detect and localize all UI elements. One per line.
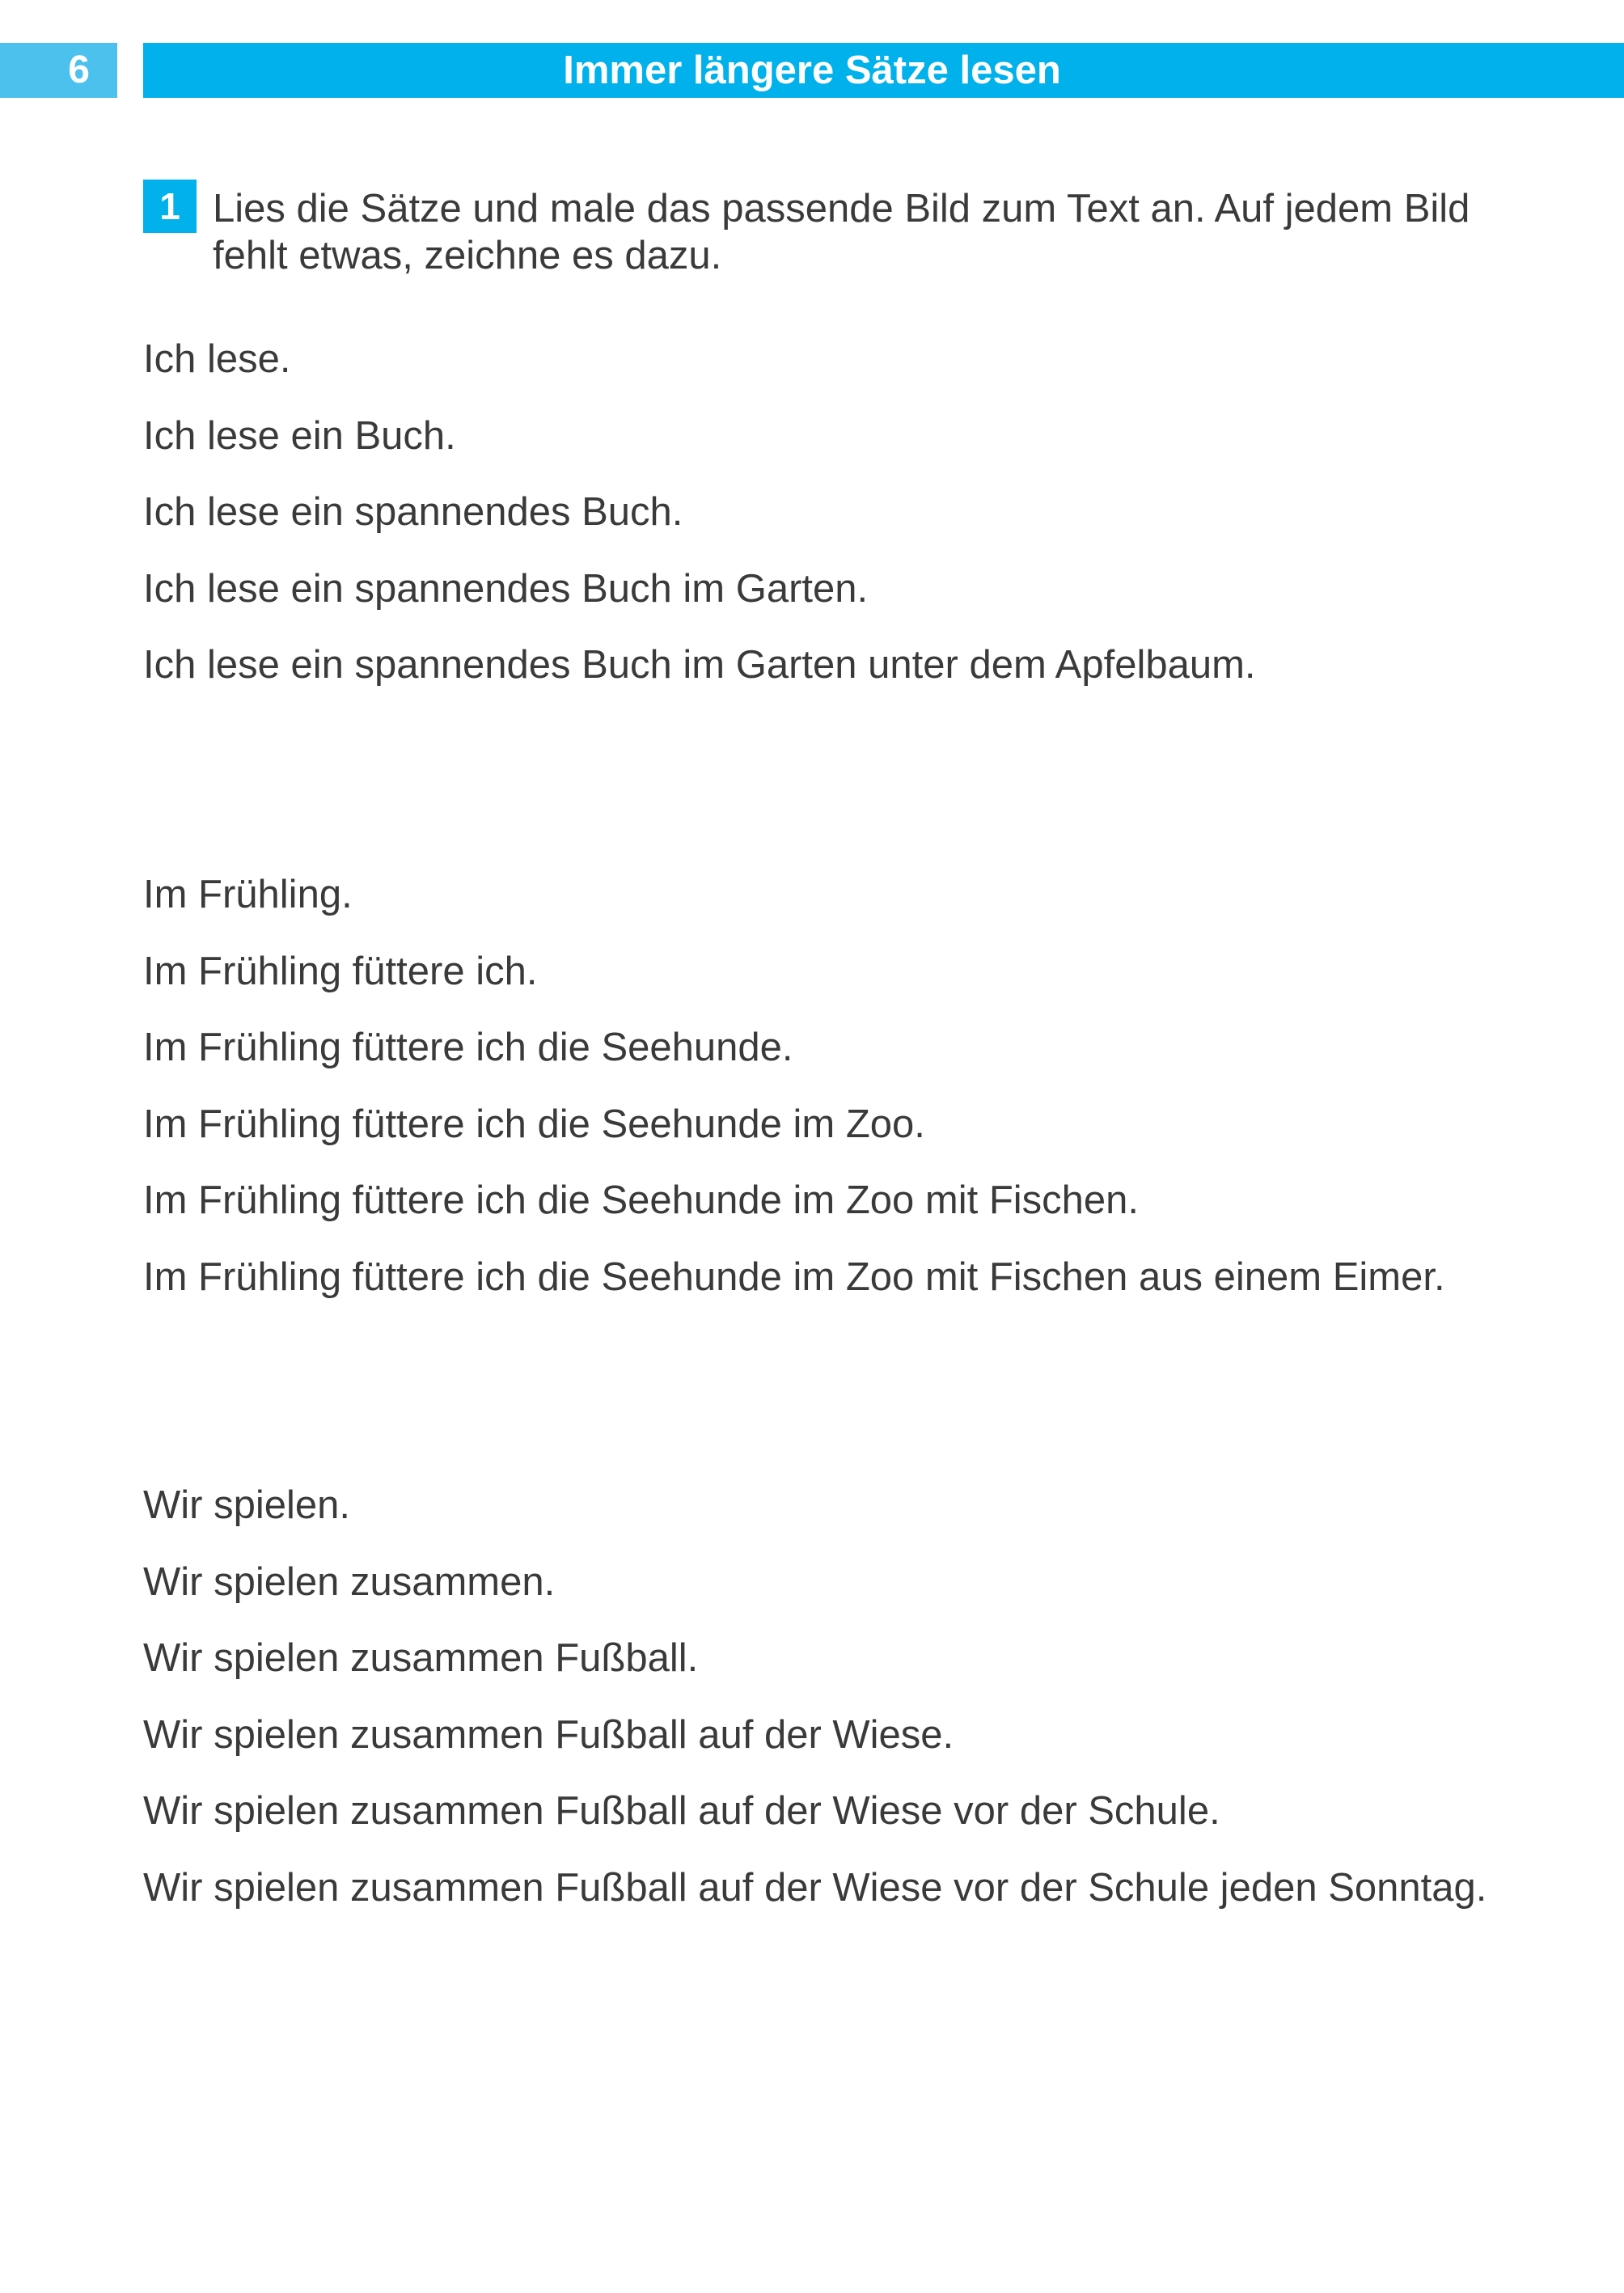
sentence-line: Wir spielen. (143, 1483, 350, 1527)
sentence-line: Im Frühling füttere ich die Seehunde im Zoo mit Fischen. (143, 1178, 1140, 1222)
sentence-line: Ich lese ein spannendes Buch im Garten. (143, 566, 869, 611)
sentence-line: Im Frühling füttere ich die Seehunde. (143, 1026, 793, 1069)
sentence-group-football (143, 1467, 1599, 1926)
sentence-line: Im Frühling füttere ich die Seehunde im Zoo. (143, 1102, 925, 1146)
sentence-line: Wir spielen zusammen Fußball. (143, 1636, 699, 1680)
sentence-line: Ich lese ein Buch. (143, 413, 456, 458)
page-number: 6 (68, 49, 90, 91)
instruction-line: Lies die Sätze und male das passende Bild zum Text an. Auf jedem Bild (213, 187, 1470, 231)
page-title: Immer längere Sätze lesen (563, 49, 1061, 92)
sentence-line: Ich lese ein spannendes Buch. (143, 490, 683, 534)
sentence-line: Ich lese ein spannendes Buch im Garten unter dem Apfelbaum. (143, 643, 1256, 687)
sentence-group-spring (143, 857, 1599, 1315)
sentence-line: Im Frühling füttere ich die Seehunde im Zoo mit Fischen aus einem Eimer. (143, 1254, 1445, 1299)
sentence-line: Wir spielen zusammen Fußball auf der Wiese. (143, 1712, 954, 1757)
sentence-line: Im Frühling. (143, 873, 353, 916)
instruction-line: fehlt etwas, zeichne es dazu. (213, 234, 722, 277)
sentence-line: Wir spielen zusammen Fußball auf der Wiese vor der Schule jeden Sonntag. (143, 1865, 1487, 1910)
sentence-line: Wir spielen zusammen. (143, 1559, 556, 1604)
sentence-line: Im Frühling füttere ich. (143, 949, 538, 993)
task-number-badge: 1 (143, 180, 197, 233)
sentence-group-reading (143, 321, 1599, 704)
sentence-line: Ich lese. (143, 337, 291, 381)
task-instruction (213, 185, 1523, 279)
sentence-line: Wir spielen zusammen Fußball auf der Wiese vor der Schule. (143, 1789, 1220, 1833)
